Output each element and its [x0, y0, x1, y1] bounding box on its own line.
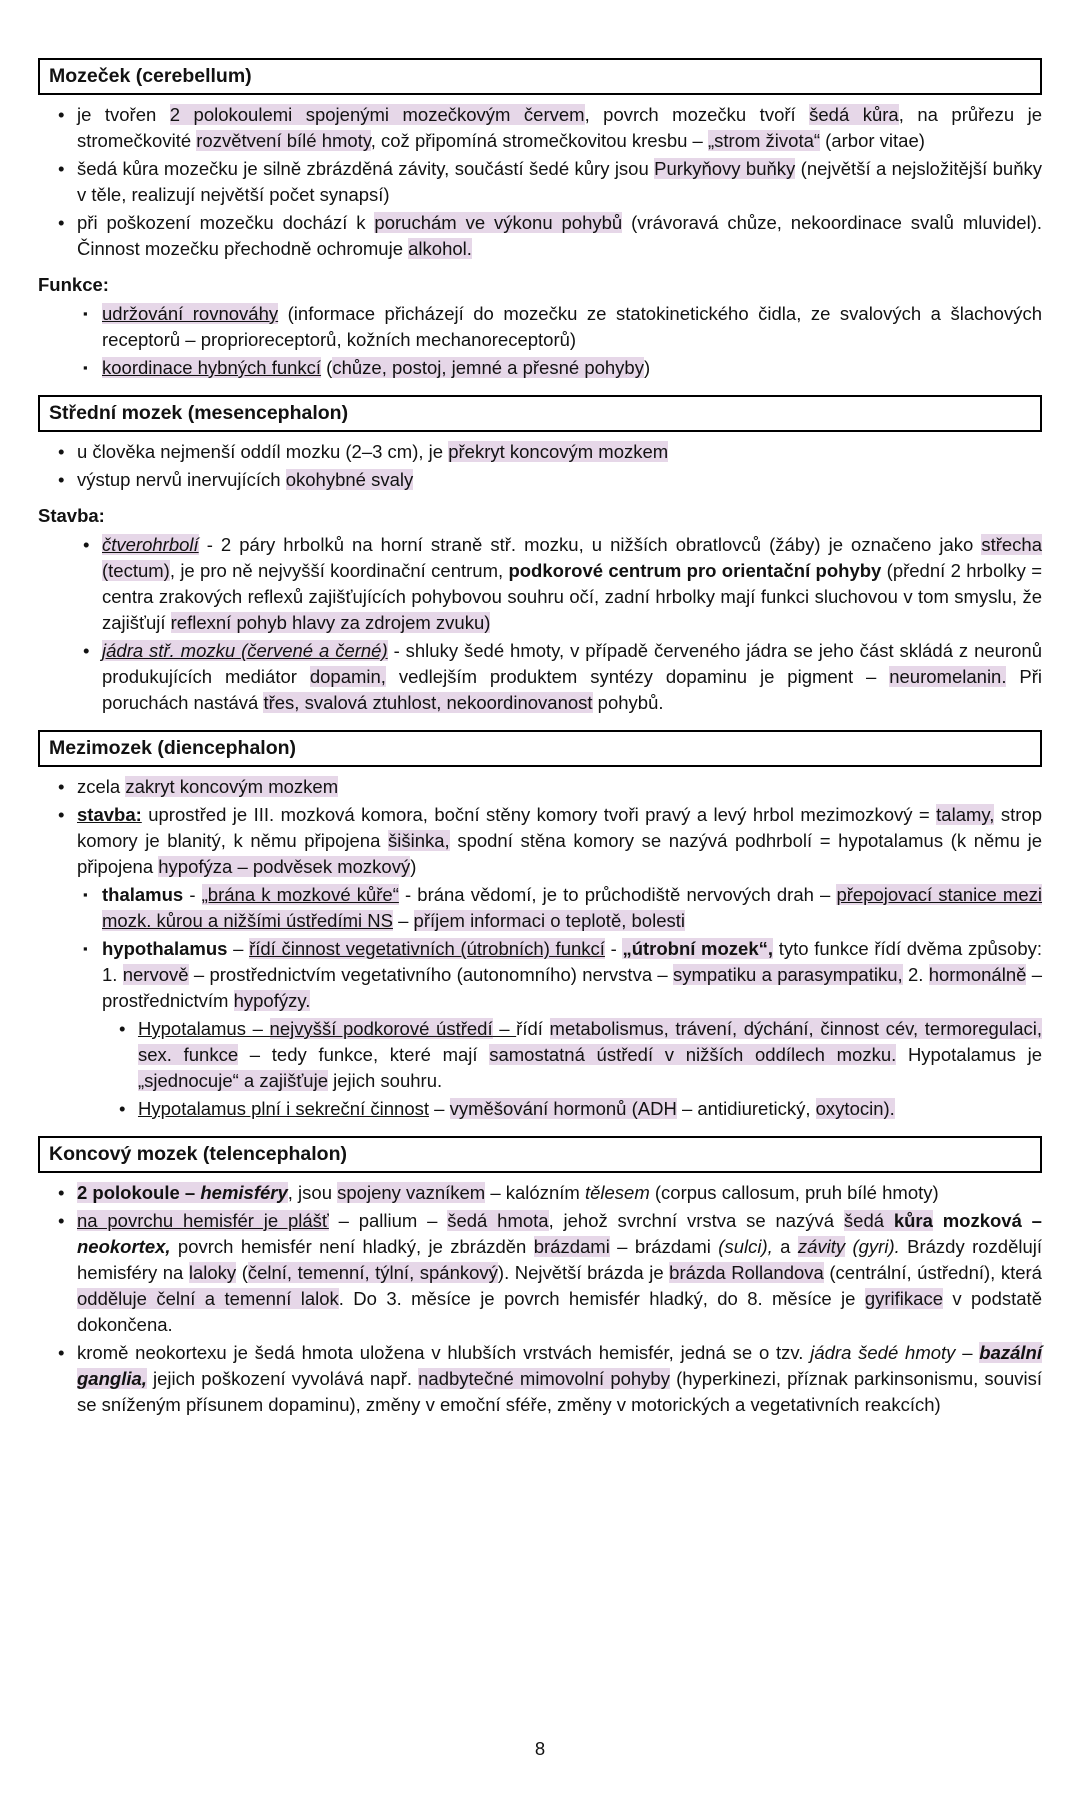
list-item — [77, 156, 1042, 208]
text-segment: 2. — [902, 964, 929, 985]
text-segment: koordinace hybných funkcí — [102, 357, 322, 378]
text-segment: – tedy funkce, které mají — [238, 1044, 490, 1065]
text-segment: šedá — [843, 1210, 894, 1231]
text-segment: ). Největší brázda je — [497, 1262, 670, 1283]
bullet-list — [38, 301, 1042, 381]
text-segment: ( — [321, 357, 333, 378]
text-segment: Při poruchách nastává — [102, 666, 1043, 713]
text-segment: gyrifikace — [864, 1288, 943, 1309]
text-segment: příjem informaci o teplotě, bolesti — [413, 910, 685, 931]
text-segment: pohybů. — [592, 692, 664, 713]
bullet-list — [38, 1016, 1042, 1122]
text-segment: nadbytečné mimovolní pohyby — [418, 1368, 670, 1389]
list-item — [102, 301, 1042, 353]
text-segment: ) — [410, 856, 417, 877]
list-item — [77, 1340, 1042, 1418]
section — [38, 395, 1042, 716]
text-segment: „sjednocuje“ a zajišťuje — [138, 1070, 328, 1091]
text-segment: Brázdy rozdělují hemisféry na — [77, 1236, 1043, 1283]
text-segment: (gyri). — [852, 1236, 900, 1257]
text-segment: hormonálně — [928, 964, 1027, 985]
text-segment: při poškození mozečku dochází k — [77, 212, 375, 233]
text-segment: – — [955, 1342, 980, 1363]
text-segment: – — [492, 1018, 517, 1039]
text-segment: dopamin, — [309, 666, 386, 687]
text-segment: brázdami — [533, 1236, 610, 1257]
text-segment: kromě neokortexu je šedá hmota uložena v hlubších vrstvách hemisfér, jedná se o tzv. — [77, 1342, 811, 1363]
text-segment: spodní stěna komory se nazývá podhrbolí = hypotalamus (k němu je připojena — [77, 830, 1042, 877]
list-item — [138, 1016, 1042, 1094]
text-segment: chůze, postoj, jemné a přesné pohyby — [332, 357, 644, 378]
text-segment: řídí činnost vegetativních (útrobních) funkcí — [249, 938, 605, 959]
text-segment: – brázdami — [609, 1236, 719, 1257]
text-segment: bazální ganglia, — [77, 1342, 1042, 1389]
text-segment: šedá hmota — [447, 1210, 549, 1231]
list-item — [102, 936, 1042, 1014]
text-segment: jádra stř. mozku (červené a černé) — [102, 640, 388, 661]
text-segment: přepojovací stanice mezi mozk. kůrou a nižšími ústředími NS — [102, 884, 1042, 931]
sub-label: Funkce: — [38, 274, 109, 295]
text-segment: - brána vědomí, je to průchodiště nervových drah – — [398, 884, 837, 905]
text-segment: hypothalamus — [102, 938, 228, 959]
text-segment: podkorové centrum pro orientační pohyby — [508, 560, 882, 581]
text-segment: nejvyšší podkorové ústředí — [269, 1018, 493, 1039]
bullet-list — [38, 532, 1042, 716]
text-segment: (největší a nejsložitější buňky v těle, realizují největší počet synapsí) — [77, 158, 1043, 205]
text-segment: řídí — [516, 1018, 550, 1039]
section-heading: Střední mozek (mesencephalon) — [38, 395, 1042, 432]
text-segment: laloky — [188, 1262, 237, 1283]
text-segment: „strom života“ — [708, 130, 821, 151]
text-segment: spojeny vazníkem — [337, 1182, 486, 1203]
text-segment: na povrchu hemisfér je plášť — [77, 1210, 329, 1231]
list-item — [77, 1208, 1042, 1338]
text-segment: jejich poškození vyvolává např. — [146, 1368, 419, 1389]
text-segment: tyto funkce řídí dvěma způsoby: 1. — [102, 938, 1043, 985]
text-segment: oxytocin). — [815, 1098, 895, 1119]
text-segment: – pallium – — [328, 1210, 448, 1231]
text-segment: hemisféry — [200, 1182, 288, 1203]
list-item — [77, 102, 1042, 154]
text-segment: Hypotalamus je — [896, 1044, 1043, 1065]
section — [38, 58, 1042, 381]
text-segment: střecha (tectum) — [102, 534, 1042, 581]
text-segment: zcela — [77, 776, 126, 797]
text-segment: šedá kůra mozečku je silně zbrázděná závity, součástí šedé kůry jsou — [77, 158, 655, 179]
text-segment: , jehož svrchní vrstva se nazývá — [548, 1210, 844, 1231]
text-segment: (arbor vitae) — [820, 130, 925, 151]
text-segment: 2 polokoule – — [77, 1182, 201, 1203]
text-segment: (centrální, ústřední), která — [823, 1262, 1042, 1283]
text-segment: ( — [236, 1262, 248, 1283]
text-segment: jádra šedé hmoty — [810, 1342, 956, 1363]
text-segment: neuromelanin. — [889, 666, 1007, 687]
bullet-list — [38, 882, 1042, 1014]
text-segment: 2 polokoulemi spojenými mozečkovým červem — [169, 104, 585, 125]
list-item — [102, 638, 1042, 716]
text-segment: ) — [643, 357, 651, 378]
text-segment: třes, svalová ztuhlost, nekoordinovanost — [263, 692, 593, 713]
text-segment: šedá kůra — [809, 104, 899, 125]
page-number: 8 — [534, 1738, 546, 1759]
text-segment: uprostřed je III. mozková komora, boční stěny komory tvoři pravý a levý hrbol mezimozkový = — [141, 804, 937, 825]
section-heading: Mozeček (cerebellum) — [38, 58, 1042, 95]
text-segment: udržování rovnováhy — [102, 303, 279, 324]
text-segment: rozvětvení bílé hmoty — [196, 130, 371, 151]
text-segment: mozková – — [932, 1210, 1042, 1231]
text-segment: nervově — [122, 964, 189, 985]
text-segment: – — [429, 1098, 450, 1119]
bullet-list — [38, 1180, 1042, 1418]
text-segment: šišinka, — [388, 830, 450, 851]
text-segment: samostatná ústředí v nižších oddílech mozku. — [489, 1044, 897, 1065]
text-segment: odděluje čelní a temenní lalok — [77, 1288, 339, 1309]
text-segment: – — [392, 910, 414, 931]
text-segment: je tvořen — [77, 104, 170, 125]
text-segment: u člověka nejmenší oddíl mozku (2–3 cm), je — [77, 441, 449, 462]
text-segment: reflexní pohyb hlavy za zdrojem zvuku) — [170, 612, 491, 633]
text-segment: překryt koncovým mozkem — [448, 441, 669, 462]
list-item — [138, 1096, 1042, 1122]
text-segment: , což připomíná stromečkovitou kresbu – — [370, 130, 708, 151]
text-segment: - — [183, 884, 202, 905]
text-segment: – — [227, 938, 250, 959]
text-segment: tělesem — [584, 1182, 650, 1203]
text-segment: (hyperkinezi, příznak parkinsonismu, souvisí se sníženým přísunem dopaminu), změny v emoční sféře, změny v motorických a vegetativních reakcích) — [77, 1368, 1042, 1415]
text-segment: (přední 2 hrbolky = centra zrakových reflexů zajišťujících pohybovou souhru očí, zadní hrbolky mají funkci sluchovou v tom smyslu, že zajišťují — [102, 560, 1042, 633]
text-segment: (sulci), — [718, 1236, 773, 1257]
text-segment: (informace přicházejí do mozečku ze statokinetického čidla, ze svalových a šlachových receptorů – proprioreceptorů, kožních mechanoreceptorů) — [102, 303, 1042, 350]
list-item — [77, 467, 1042, 493]
text-segment: - — [604, 938, 623, 959]
text-segment: stavba: — [77, 804, 142, 825]
text-segment: metabolismus, trávení, dýchání, činnost cév, termoregulaci, sex. funkce — [138, 1018, 1042, 1065]
section-heading: Mezimozek (diencephalon) — [38, 730, 1042, 767]
text-segment: hypofýza – podvěsek mozkový — [158, 856, 411, 877]
list-item — [102, 355, 1042, 381]
text-segment: hypofýzy. — [233, 990, 311, 1011]
text-segment: (vrávoravá chůze, nekoordinace svalů mluvidel). Činnost mozečku přechodně ochromuje — [77, 212, 1042, 259]
text-segment: , povrch mozečku tvoří — [584, 104, 810, 125]
text-segment: a — [772, 1236, 798, 1257]
text-segment: závity — [797, 1236, 846, 1257]
text-segment: – antidiuretický, — [676, 1098, 816, 1119]
list-item — [102, 532, 1042, 636]
text-segment: , jsou — [287, 1182, 338, 1203]
text-segment: vyměšování hormonů (ADH — [449, 1098, 677, 1119]
text-segment: „útrobní mozek“, — [622, 938, 774, 959]
bullet-list — [38, 774, 1042, 880]
text-segment: – kalózním — [485, 1182, 585, 1203]
text-segment: sympatiku a parasympatiku, — [673, 964, 903, 985]
text-segment: Purkyňovy buňky — [654, 158, 796, 179]
text-segment: kůra — [893, 1210, 933, 1231]
text-segment: – prostřednictvím — [102, 964, 1042, 1011]
text-segment: (corpus callosum, pruh bílé hmoty) — [649, 1182, 939, 1203]
text-segment: , na průřezu je stromečkovité — [77, 104, 1043, 151]
text-segment: v podstatě dokončena. — [77, 1288, 1042, 1335]
text-segment: povrch hemisfér není hladký, je zbrázděn — [170, 1236, 534, 1257]
text-segment: - 2 páry hrbolků na horní straně stř. mozku, u nižších obratlovců (žáby) je označeno jako — [198, 534, 982, 555]
list-item — [77, 1180, 1042, 1206]
text-segment: , je pro ně nejvyšší koordinační centrum, — [169, 560, 509, 581]
text-segment: čtverohrbolí — [102, 534, 199, 555]
text-segment: alkohol. — [408, 238, 472, 259]
section — [38, 730, 1042, 1122]
list-item — [102, 882, 1042, 934]
list-item — [77, 439, 1042, 465]
text-segment: strop komory je blanitý, k němu připojena — [77, 804, 1042, 851]
text-segment: „brána k mozkové kůře“ — [201, 884, 399, 905]
section — [38, 1136, 1042, 1418]
text-segment: Hypotalamus plní i sekreční činnost — [138, 1098, 429, 1119]
text-segment: čelní, temenní, týlní, spánkový — [247, 1262, 498, 1283]
bullet-list — [38, 439, 1042, 493]
section-heading: Koncový mozek (telencephalon) — [38, 1136, 1042, 1173]
text-segment: brázda Rollandova — [669, 1262, 824, 1283]
text-segment: jejich souhru. — [327, 1070, 443, 1091]
text-segment: talamy, — [936, 804, 995, 825]
text-segment: - shluky šedé hmoty, v případě červeného jádra se jeho část skládá z neuronů produkujících mediátor — [102, 640, 1042, 687]
list-item — [77, 802, 1042, 880]
text-segment: zakryt koncovým mozkem — [125, 776, 339, 797]
text-segment: okohybné svaly — [285, 469, 414, 490]
bullet-list — [38, 102, 1042, 262]
text-segment: . Do 3. měsíce je povrch hemisfér hladký, do 8. měsíce je — [338, 1288, 865, 1309]
text-segment: – prostřednictvím vegetativního (autonomního) nervstva – — [188, 964, 674, 985]
sub-label: Stavba: — [38, 505, 105, 526]
text-segment: poruchám ve výkonu pohybů — [374, 212, 623, 233]
text-segment: thalamus — [102, 884, 184, 905]
list-item — [77, 210, 1042, 262]
text-segment: neokortex, — [77, 1236, 171, 1257]
text-segment: výstup nervů inervujících — [77, 469, 286, 490]
list-item — [77, 774, 1042, 800]
text-segment: vedlejším produktem syntézy dopaminu je pigment – — [385, 666, 890, 687]
text-segment: Hypotalamus – — [138, 1018, 270, 1039]
